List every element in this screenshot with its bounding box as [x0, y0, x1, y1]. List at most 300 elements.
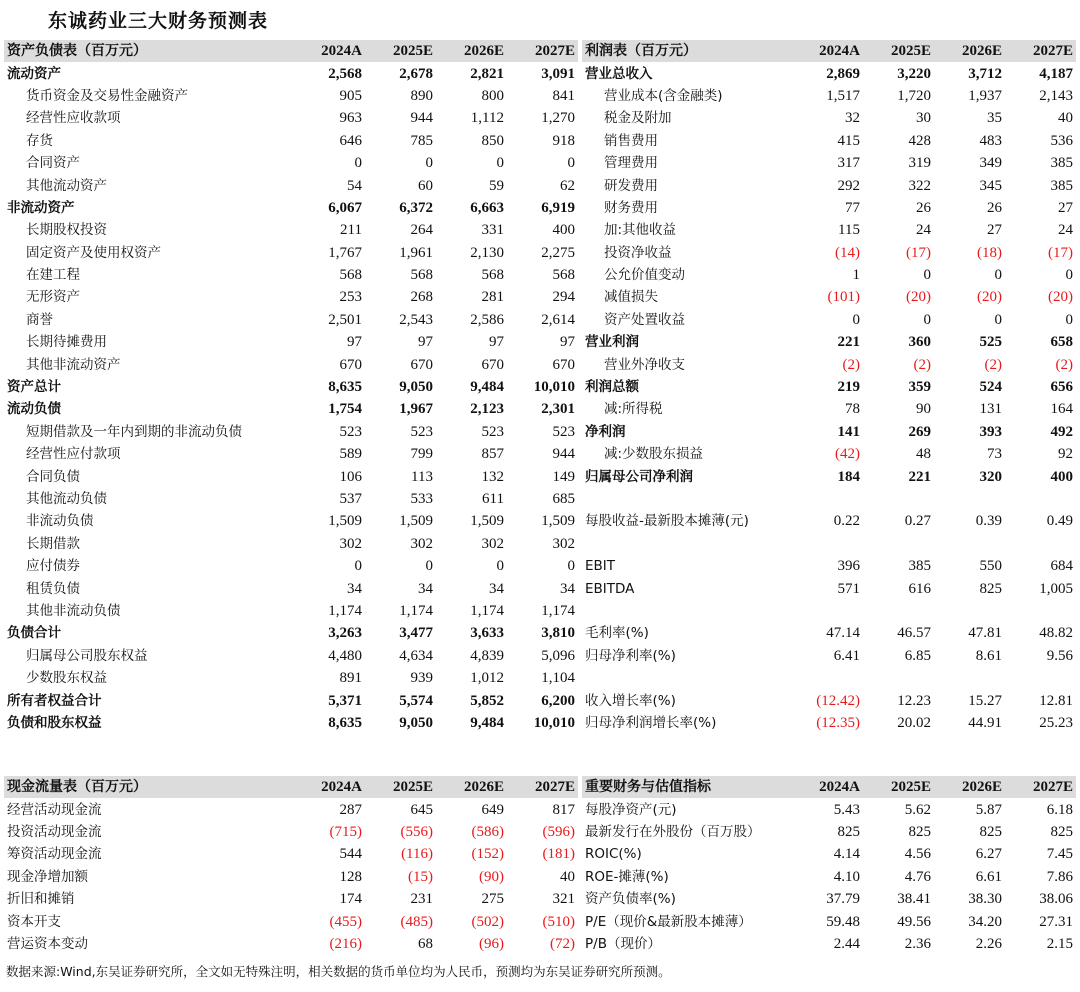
row-label: 非流动资产	[7, 199, 75, 216]
row-label: 筹资活动现金流	[7, 846, 102, 863]
cell-value: 7.86	[1046, 868, 1073, 885]
year-header: 2024A	[321, 43, 362, 60]
year-header: 2025E	[890, 779, 931, 796]
cell-value: 294	[552, 289, 575, 306]
cell-value: 1,509	[328, 513, 362, 530]
table-header-row	[582, 776, 1076, 798]
cell-value	[934, 488, 1005, 510]
cell-value: 1,270	[541, 110, 575, 127]
year-header: 2026E	[463, 779, 504, 796]
cell-value: 533	[410, 491, 433, 507]
cell-value: 6.85	[904, 647, 931, 664]
cell-value: 492	[1050, 423, 1073, 440]
cell-value: (96)	[479, 935, 504, 952]
cell-value: 396	[837, 558, 860, 575]
row-label: 归母净利率(%)	[585, 647, 676, 664]
cell-value: 78	[845, 401, 860, 418]
row-label: 存货	[26, 132, 53, 149]
table-row	[582, 264, 1076, 286]
cell-value: 2.44	[833, 935, 860, 952]
cell-value	[863, 667, 934, 689]
year-header: 2025E	[890, 43, 931, 60]
cell-value: (181)	[542, 846, 575, 863]
cell-value: 221	[908, 468, 931, 485]
cell-value: 302	[339, 535, 362, 552]
cell-value: 360	[908, 334, 931, 351]
cell-value: 5,371	[328, 692, 362, 709]
cell-value: 20.02	[897, 714, 931, 731]
table-row	[582, 286, 1076, 308]
row-label: 其他流动负债	[26, 491, 107, 507]
cell-value: 0	[923, 267, 931, 284]
cell-value: 2.26	[975, 935, 1002, 952]
cell-value: (17)	[906, 244, 931, 261]
cell-value: 48	[916, 446, 931, 463]
cell-value: 0	[496, 558, 504, 575]
cell-value: 268	[410, 289, 433, 306]
row-label: 公允价值变动	[604, 267, 685, 284]
table-row	[4, 689, 578, 711]
cell-value: 62	[560, 177, 575, 194]
cell-value: 8,635	[328, 379, 362, 396]
cell-value	[863, 600, 934, 622]
row-label: 少数股东权益	[26, 670, 107, 687]
cell-value: 26	[987, 199, 1002, 216]
table-row	[4, 107, 578, 129]
row-label: 其他流动资产	[26, 177, 107, 194]
year-header: 2027E	[1032, 43, 1073, 60]
cell-value: 850	[481, 132, 504, 149]
row-label: 租赁负债	[26, 580, 80, 597]
cell-value: 37.79	[826, 891, 860, 908]
cell-value: 141	[837, 423, 860, 440]
table-row	[4, 712, 578, 734]
cell-value: 4,187	[1039, 65, 1073, 82]
row-label: 长期股权投资	[26, 222, 107, 239]
cell-value: 24	[1058, 222, 1073, 239]
cell-value: 49.56	[897, 913, 931, 930]
cell-value: 944	[410, 110, 433, 127]
cell-value: 149	[552, 468, 575, 485]
table-header-title: 现金流量表（百万元）	[7, 779, 147, 796]
cell-value: 428	[908, 132, 931, 149]
row-label: 营业成本(含金融类)	[604, 87, 723, 104]
cell-value: 0.22	[833, 513, 860, 530]
table-row	[582, 866, 1076, 888]
cell-value: 2,130	[470, 244, 504, 261]
cell-value: 4,634	[399, 647, 433, 664]
cell-value: 345	[979, 177, 1002, 194]
cell-value: 0.39	[975, 513, 1002, 530]
cell-value: 400	[552, 222, 575, 239]
cell-value: 35	[987, 110, 1002, 127]
cell-value: 944	[552, 446, 575, 463]
cell-value: 60	[418, 177, 433, 194]
cell-value: 963	[339, 110, 362, 127]
cell-value: 9,050	[399, 379, 433, 396]
cell-value: 385	[1050, 177, 1073, 194]
table-row	[582, 353, 1076, 375]
cell-value: 415	[837, 132, 860, 149]
cell-value: 0	[354, 155, 362, 172]
row-label: ROIC(%)	[585, 846, 642, 863]
cell-value: 15.27	[968, 692, 1002, 709]
cell-value: 2,501	[328, 311, 362, 328]
cell-value: (101)	[827, 289, 860, 306]
cell-value: (12.42)	[816, 692, 860, 709]
table-row	[4, 331, 578, 353]
row-label: 收入增长率(%)	[585, 692, 676, 709]
cell-value: 3,810	[541, 625, 575, 642]
cell-value: 2,821	[470, 65, 504, 82]
cell-value: 59	[489, 177, 504, 194]
cell-value: 331	[481, 222, 504, 239]
table-row	[582, 398, 1076, 420]
row-label: 加:其他收益	[604, 222, 677, 239]
table-row	[582, 107, 1076, 129]
cell-value: (455)	[329, 913, 362, 930]
row-label: 最新发行在外股份（百万股）	[585, 823, 761, 840]
row-label: 负债和股东权益	[7, 714, 102, 731]
cell-value: 2,614	[541, 311, 575, 328]
cell-value: 825	[1050, 823, 1073, 840]
cell-value	[934, 667, 1005, 689]
cell-value: 44.91	[968, 714, 1002, 731]
cell-value: 646	[339, 132, 362, 149]
cell-value: 3,263	[328, 625, 362, 642]
cell-value: 321	[552, 891, 575, 908]
table-row	[4, 242, 578, 264]
cell-value: 544	[339, 846, 362, 863]
table-row	[582, 933, 1076, 955]
cell-value: 97	[418, 334, 433, 351]
cell-value: (216)	[329, 935, 362, 952]
row-label: 折旧和摊销	[7, 891, 75, 908]
cell-value: 800	[481, 87, 504, 104]
cell-value: 939	[410, 670, 433, 687]
row-label: 资产总计	[7, 379, 61, 396]
row-label: 归属母公司股东权益	[26, 647, 148, 664]
table-row	[582, 85, 1076, 107]
cell-value: 38.30	[968, 891, 1002, 908]
table-row	[582, 174, 1076, 196]
table-row	[4, 286, 578, 308]
table-row	[4, 510, 578, 532]
cell-value: 269	[908, 423, 931, 440]
year-header: 2026E	[961, 43, 1002, 60]
cell-value: (586)	[471, 823, 504, 840]
cell-value: 10,010	[533, 379, 575, 396]
cell-value: 568	[339, 267, 362, 284]
cell-value: 799	[410, 446, 433, 463]
cell-value: 4,480	[328, 647, 362, 664]
table-row	[4, 264, 578, 286]
cell-value: 3,091	[541, 65, 575, 82]
cell-value: (152)	[471, 846, 504, 863]
income-statement-table	[582, 40, 1076, 734]
cell-value: 0	[354, 558, 362, 575]
cell-value: 0	[567, 155, 575, 172]
cell-value: 6,067	[328, 199, 362, 216]
cell-value	[792, 667, 863, 689]
cell-value: 3,477	[399, 625, 433, 642]
cell-value: 684	[1050, 558, 1073, 575]
table-row	[582, 843, 1076, 865]
row-label: 其他非流动负债	[26, 602, 121, 619]
cell-value: 857	[481, 446, 504, 463]
table-row	[4, 376, 578, 398]
table-row	[4, 866, 578, 888]
cell-value: 27.31	[1039, 913, 1073, 930]
cell-value: 4.14	[833, 846, 860, 863]
cell-value: 385	[1050, 155, 1073, 172]
cell-value	[934, 533, 1005, 555]
cell-value: (18)	[977, 244, 1002, 261]
cell-value: 0	[994, 267, 1002, 284]
cell-value: (2)	[1055, 356, 1073, 373]
year-header: 2026E	[463, 43, 504, 60]
table-row	[4, 174, 578, 196]
table-row	[4, 219, 578, 241]
cell-value: 34	[560, 580, 575, 597]
cell-value: 12.23	[897, 692, 931, 709]
cell-value: 1,967	[399, 401, 433, 418]
table-header-title: 重要财务与估值指标	[585, 779, 711, 796]
cell-value: 2,143	[1039, 87, 1073, 104]
cell-value: 68	[418, 935, 433, 952]
row-label: 经营性应收款项	[26, 110, 121, 127]
cell-value: 47.14	[826, 625, 860, 642]
cell-value: 5.43	[833, 801, 860, 818]
table-header-row	[582, 40, 1076, 62]
cell-value: 2,301	[541, 401, 575, 418]
cell-value	[792, 600, 863, 622]
cell-value: 2,678	[399, 65, 433, 82]
cell-value: 523	[410, 423, 433, 440]
table-row	[4, 152, 578, 174]
table-row	[582, 510, 1076, 532]
table-row	[582, 667, 1076, 689]
cell-value: 670	[481, 356, 504, 373]
cell-value: 1,509	[470, 513, 504, 530]
cell-value: 400	[1050, 468, 1073, 485]
cell-value: 2.15	[1046, 935, 1073, 952]
table-row	[4, 555, 578, 577]
cell-value: 6,200	[541, 692, 575, 709]
year-header: 2027E	[1032, 779, 1073, 796]
cell-value: 5,574	[399, 692, 433, 709]
row-label: 在建工程	[26, 267, 80, 284]
row-label: 负债合计	[7, 625, 61, 642]
cell-value: 8.61	[975, 647, 1002, 664]
cell-value: 1	[852, 267, 860, 284]
year-header: 2026E	[961, 779, 1002, 796]
cell-value: 30	[916, 110, 931, 127]
cell-value: 4.56	[904, 846, 931, 863]
cell-value: 38.06	[1039, 891, 1073, 908]
row-label: 合同负债	[26, 468, 80, 485]
cell-value: 32	[845, 110, 860, 127]
cell-value: 385	[908, 558, 931, 575]
table-row	[4, 353, 578, 375]
cell-value: 6.61	[975, 868, 1002, 885]
cell-value: 0.27	[904, 513, 931, 530]
table-row	[582, 443, 1076, 465]
cell-value: 645	[410, 801, 433, 818]
cell-value: 231	[410, 891, 433, 908]
row-label: 研发费用	[604, 177, 658, 194]
cell-value: (116)	[401, 846, 433, 863]
year-header: 2024A	[819, 43, 860, 60]
cell-value: 6,919	[541, 199, 575, 216]
key-indicators-table	[582, 776, 1076, 955]
cash-flow-table	[4, 776, 578, 955]
table-row	[582, 798, 1076, 820]
cell-value: 568	[552, 267, 575, 284]
cell-value: 97	[347, 334, 362, 351]
balance-sheet-table	[4, 40, 578, 734]
source-note: 数据来源:Wind,东吴证券研究所，全文如无特殊注明，相关数据的货币单位均为人民币，预测均为东吴证券研究所预测。	[6, 964, 671, 979]
cell-value: 25.23	[1039, 714, 1073, 731]
table-row	[582, 465, 1076, 487]
cell-value: 1,509	[541, 513, 575, 530]
cell-value: 302	[552, 535, 575, 552]
cell-value: 46.57	[897, 625, 931, 642]
cell-value: (2)	[913, 356, 931, 373]
cell-value: 2,568	[328, 65, 362, 82]
row-label: 商誉	[26, 311, 53, 328]
row-label: 货币资金及交易性金融资产	[26, 87, 188, 104]
cell-value: 90	[916, 401, 931, 418]
cell-value: 393	[979, 423, 1002, 440]
cell-value: 571	[837, 580, 860, 597]
cell-value: (715)	[329, 823, 362, 840]
row-label: 每股收益-最新股本摊薄(元)	[585, 513, 749, 530]
table-row	[582, 645, 1076, 667]
cell-value: 211	[340, 222, 362, 239]
table-row	[4, 910, 578, 932]
cell-value	[934, 600, 1005, 622]
cell-value: 3,633	[470, 625, 504, 642]
row-label: 经营性应付款项	[26, 446, 121, 463]
row-label: 无形资产	[26, 289, 80, 306]
cell-value: (556)	[400, 823, 433, 840]
cell-value: 12.81	[1039, 692, 1073, 709]
cell-value: 219	[837, 379, 860, 396]
table-row	[582, 488, 1076, 510]
cell-value: 1,517	[826, 87, 860, 104]
row-label: ROE-摊薄(%)	[585, 868, 669, 885]
row-label: 减值损失	[604, 289, 658, 306]
row-label: EBITDA	[585, 580, 635, 597]
cell-value: 905	[339, 87, 362, 104]
cell-value: 1,767	[328, 244, 362, 261]
cell-value: (12.35)	[816, 714, 860, 731]
cell-value: (502)	[471, 913, 504, 930]
cell-value: 73	[987, 446, 1002, 463]
row-label: 流动负债	[7, 401, 61, 418]
cell-value: 523	[339, 423, 362, 440]
table-row	[582, 533, 1076, 555]
cell-value: 0.49	[1046, 513, 1073, 530]
cell-value: 568	[481, 267, 504, 284]
table-row	[582, 62, 1076, 84]
cell-value: 292	[837, 177, 860, 194]
row-label: 销售费用	[604, 132, 658, 149]
table-row	[4, 888, 578, 910]
cell-value	[1005, 488, 1076, 510]
cell-value	[1005, 600, 1076, 622]
cell-value: 1,005	[1039, 580, 1073, 597]
cell-value: 1,174	[541, 602, 575, 619]
cell-value: 6.27	[975, 846, 1002, 863]
cell-value: 670	[339, 356, 362, 373]
cell-value: 77	[845, 199, 860, 216]
table-row	[582, 577, 1076, 599]
row-label: 营业外净收支	[604, 356, 685, 373]
table-row	[582, 888, 1076, 910]
year-header: 2024A	[819, 779, 860, 796]
cell-value: 6.41	[833, 647, 860, 664]
cell-value: 128	[339, 868, 362, 885]
page-title: 东诚药业三大财务预测表	[48, 10, 269, 32]
cell-value: 302	[410, 535, 433, 552]
cell-value: 320	[979, 468, 1002, 485]
table-row	[582, 622, 1076, 644]
cell-value: 525	[979, 334, 1002, 351]
cell-value: 97	[560, 334, 575, 351]
table-row	[582, 130, 1076, 152]
cell-value: 5,852	[470, 692, 504, 709]
row-label: 长期借款	[26, 535, 80, 552]
cell-value: 825	[908, 823, 931, 840]
row-label: 归母净利润增长率(%)	[585, 714, 717, 731]
row-label: 减:少数股东损益	[604, 446, 704, 463]
cell-value: (20)	[906, 289, 931, 306]
row-label: 资产负债率(%)	[585, 891, 676, 908]
cell-value: 523	[552, 423, 575, 440]
cell-value: (17)	[1048, 244, 1073, 261]
cell-value: 27	[1058, 199, 1073, 216]
cell-value: 670	[410, 356, 433, 373]
cell-value: 10,010	[533, 714, 575, 731]
year-header: 2027E	[534, 779, 575, 796]
cell-value: 317	[837, 155, 860, 172]
cell-value: 4.76	[904, 868, 931, 885]
cell-value	[1005, 667, 1076, 689]
table-row	[582, 555, 1076, 577]
cell-value: 1,720	[897, 87, 931, 104]
row-label: 投资净收益	[604, 244, 672, 261]
row-label	[582, 667, 792, 689]
year-header: 2024A	[321, 779, 362, 796]
cell-value: 890	[410, 87, 433, 104]
cell-value: 184	[837, 468, 860, 485]
row-label: 长期待摊费用	[26, 334, 107, 351]
cell-value	[863, 488, 934, 510]
cell-value: 1,174	[399, 602, 433, 619]
cell-value: 34.20	[968, 913, 1002, 930]
cell-value: 34	[347, 580, 362, 597]
cell-value: (15)	[408, 868, 433, 885]
table-row	[582, 712, 1076, 734]
cell-value: 264	[410, 222, 433, 239]
cell-value: 6,372	[399, 199, 433, 216]
table-row	[582, 242, 1076, 264]
cell-value: 322	[908, 177, 931, 194]
table-row	[582, 600, 1076, 622]
row-label: 营业利润	[585, 334, 639, 351]
